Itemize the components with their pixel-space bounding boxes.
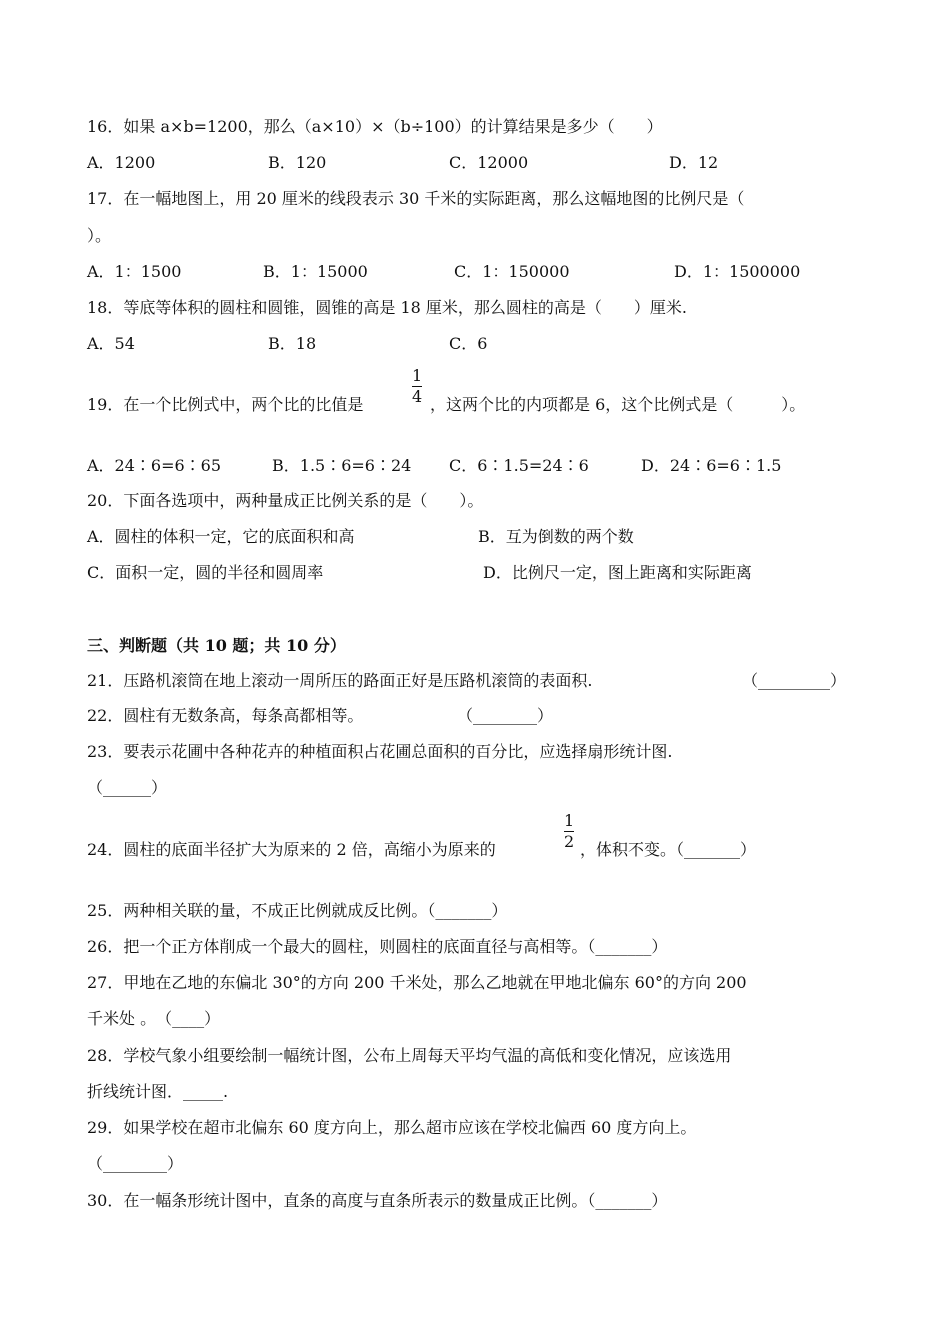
q19-fraction-denominator: 4 [412, 387, 423, 406]
q27-stem-line2: 千米处 。 （____） [87, 1009, 221, 1028]
q25-stem: 25．两种相关联的量，不成正比例就成反比例。（_______） [87, 901, 508, 920]
q19-option-a: A．24∶6=6∶65 [87, 456, 222, 475]
q20-option-c: C．面积一定，圆的半径和圆周率 [87, 563, 324, 582]
q24-fraction-numerator: 1 [564, 811, 575, 830]
q19-option-b: B．1.5∶6=6∶24 [272, 456, 412, 475]
q17-option-b: B．1：15000 [263, 262, 368, 281]
q19-stem-after: ，这两个比的内项都是 6，这个比例式是（ ）。 [430, 395, 806, 414]
q20-option-d: D．比例尺一定，图上距离和实际距离 [483, 563, 752, 582]
q16-option-d: D．12 [669, 153, 719, 172]
q17-option-c: C．1：150000 [454, 262, 570, 281]
q19-stem-before: 19．在一个比例式中，两个比的比值是 [87, 395, 364, 414]
q27-stem-line1: 27．甲地在乙地的东偏北 30°的方向 200 千米处，那么乙地就在甲地北偏东 60°的方向 200 [87, 973, 747, 992]
q23-stem: 23．要表示花圃中各种花卉的种植面积占花圃总面积的百分比，应选择扇形统计图. [87, 742, 673, 761]
q28-stem-line1: 28．学校气象小组要绘制一幅统计图，公布上周每天平均气温的高低和变化情况，应该选用 [87, 1046, 732, 1065]
q20-stem: 20．下面各选项中，两种量成正比例关系的是（ ）。 [87, 491, 484, 510]
q24-fraction [564, 812, 574, 851]
q23-answer-blank[interactable]: （______） [87, 778, 168, 797]
q16-option-a: A．1200 [87, 153, 156, 172]
q18-option-b: B．18 [268, 334, 317, 353]
q16-stem: 16．如果 a×b=1200，那么（a×10）×（b÷100）的计算结果是多少（ ） [87, 117, 663, 136]
q19-fraction [412, 367, 422, 406]
q29-answer-blank[interactable]: （________） [87, 1154, 184, 1173]
section-title: 三、判断题（共 10 题；共 10 分） [87, 636, 346, 655]
q18-option-a: A．54 [87, 334, 135, 353]
q17-option-a: A．1：1500 [87, 262, 182, 281]
q20-option-b: B．互为倒数的两个数 [478, 527, 634, 546]
q17-stem-line2: ）。 [87, 226, 112, 245]
q24-stem-before: 24．圆柱的底面半径扩大为原来的 2 倍，高缩小为原来的 [87, 840, 496, 859]
q26-stem: 26．把一个正方体削成一个最大的圆柱，则圆柱的底面直径与高相等。（_______） [87, 937, 668, 956]
q16-option-c: C．12000 [449, 153, 529, 172]
q22-answer-blank[interactable]: （________） [457, 706, 554, 725]
q19-option-d: D．24∶6=6∶1.5 [641, 456, 782, 475]
q22-stem: 22．圆柱有无数条高，每条高都相等。 [87, 706, 364, 725]
q17-stem-line1: 17．在一幅地图上，用 20 厘米的线段表示 30 千米的实际距离，那么这幅地图的比例尺是（ [87, 189, 745, 208]
q21-stem: 21．压路机滚筒在地上滚动一周所压的路面正好是压路机滚筒的表面积. [87, 671, 593, 690]
q17-option-d: D．1：1500000 [674, 262, 801, 281]
q19-fraction-numerator: 1 [412, 366, 423, 385]
q24-stem-after: ，体积不变。（_______） [580, 840, 757, 859]
q16-option-b: B．120 [268, 153, 327, 172]
q19-option-c: C．6∶1.5=24∶6 [449, 456, 589, 475]
q30-stem: 30．在一幅条形统计图中，直条的高度与直条所表示的数量成正比例。（_______） [87, 1191, 668, 1210]
q18-stem: 18．等底等体积的圆柱和圆锥，圆锥的高是 18 厘米，那么圆柱的高是（ ）厘米. [87, 298, 687, 317]
q29-stem: 29．如果学校在超市北偏东 60 度方向上，那么超市应该在学校北偏西 60 度方向上。 [87, 1118, 697, 1137]
q20-option-a: A．圆柱的体积一定，它的底面积和高 [87, 527, 355, 546]
q21-answer-blank[interactable]: （_________） [742, 671, 847, 690]
q24-fraction-denominator: 2 [564, 832, 575, 851]
q18-option-c: C．6 [449, 334, 488, 353]
q28-stem-line2: 折线统计图．_____. [87, 1082, 229, 1101]
